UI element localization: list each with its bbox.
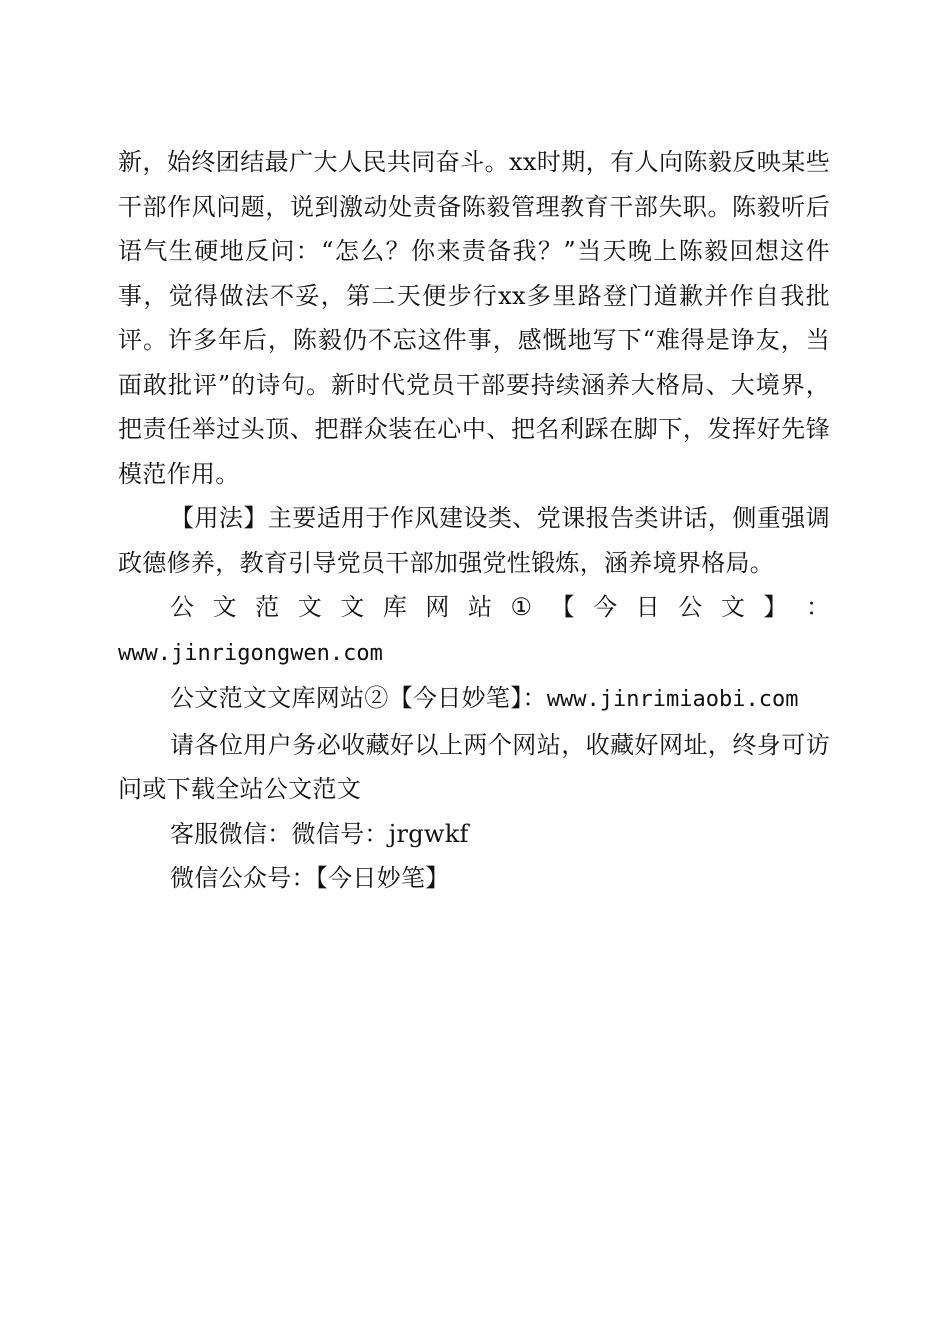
site1-label-char: 【 (550, 593, 575, 621)
site1-url-link[interactable]: www.jinrigongwen.com (118, 640, 383, 666)
site1-label-char: 站 (467, 593, 492, 621)
site1-label-char: 今 (593, 593, 618, 621)
site2-url-link[interactable]: www.jinrimiaobi.com (546, 687, 799, 712)
site1-label-char: 公 (170, 593, 194, 621)
site1-label (170, 585, 830, 630)
site1-label-char: 网 (425, 593, 450, 621)
wechat-service-line: 客服微信：微信号：jrgwkf (170, 819, 469, 848)
document-body (118, 140, 830, 901)
site1-label-char: 文 (297, 593, 322, 621)
site1-label-char: 文 (212, 593, 237, 621)
site1-label-char: 文 (720, 593, 745, 621)
site1-label-char: ① (510, 593, 533, 621)
body-paragraph: 新，始终团结最广大人民共同奋斗。xx时期，有人向陈毅反映某些干部作风问题，说到激动处责备陈毅管理教育干部失职。陈毅听后语气生硬地反问：“怎么？你来责备我？”当天晚上陈毅回想这件事，觉得做法不妥，第二天便步行xx多里路登门道歉并作自我批评。许多年后，陈毅仍不忘这件事，感慨地写下“难得是诤友，当面敢批评”的诗句。新时代党员干部要持续涵养大格局、大境界，把责任举过头顶、把群众装在心中、把名利踩在脚下，发挥好先锋模范作用。 (118, 148, 830, 488)
notice-paragraph: 请各位用户务必收藏好以上两个网站，收藏好网址，终身可访问或下载全站公文范文 (118, 730, 830, 803)
site1-label-char: ： (805, 593, 830, 621)
site1-label-char: 范 (255, 593, 280, 621)
usage-paragraph: 【用法】主要适用于作风建设类、党课报告类讲话，侧重强调政德修养，教育引导党员干部加强党性锻炼，涵养境界格局。 (118, 504, 830, 577)
wechat-public-line: 微信公众号：【今日妙笔】 (170, 864, 450, 892)
site2-line (118, 676, 830, 723)
site1-label-char: 日 (635, 593, 660, 621)
site1-label-char: 公 (678, 593, 703, 621)
site2-label: 公文范文文库网站②【今日妙笔】： (170, 684, 547, 712)
site1-block (118, 585, 830, 676)
site1-label-char: 文 (340, 593, 365, 621)
site1-label-char: 库 (382, 593, 407, 621)
site1-label-char: 】 (763, 593, 788, 621)
